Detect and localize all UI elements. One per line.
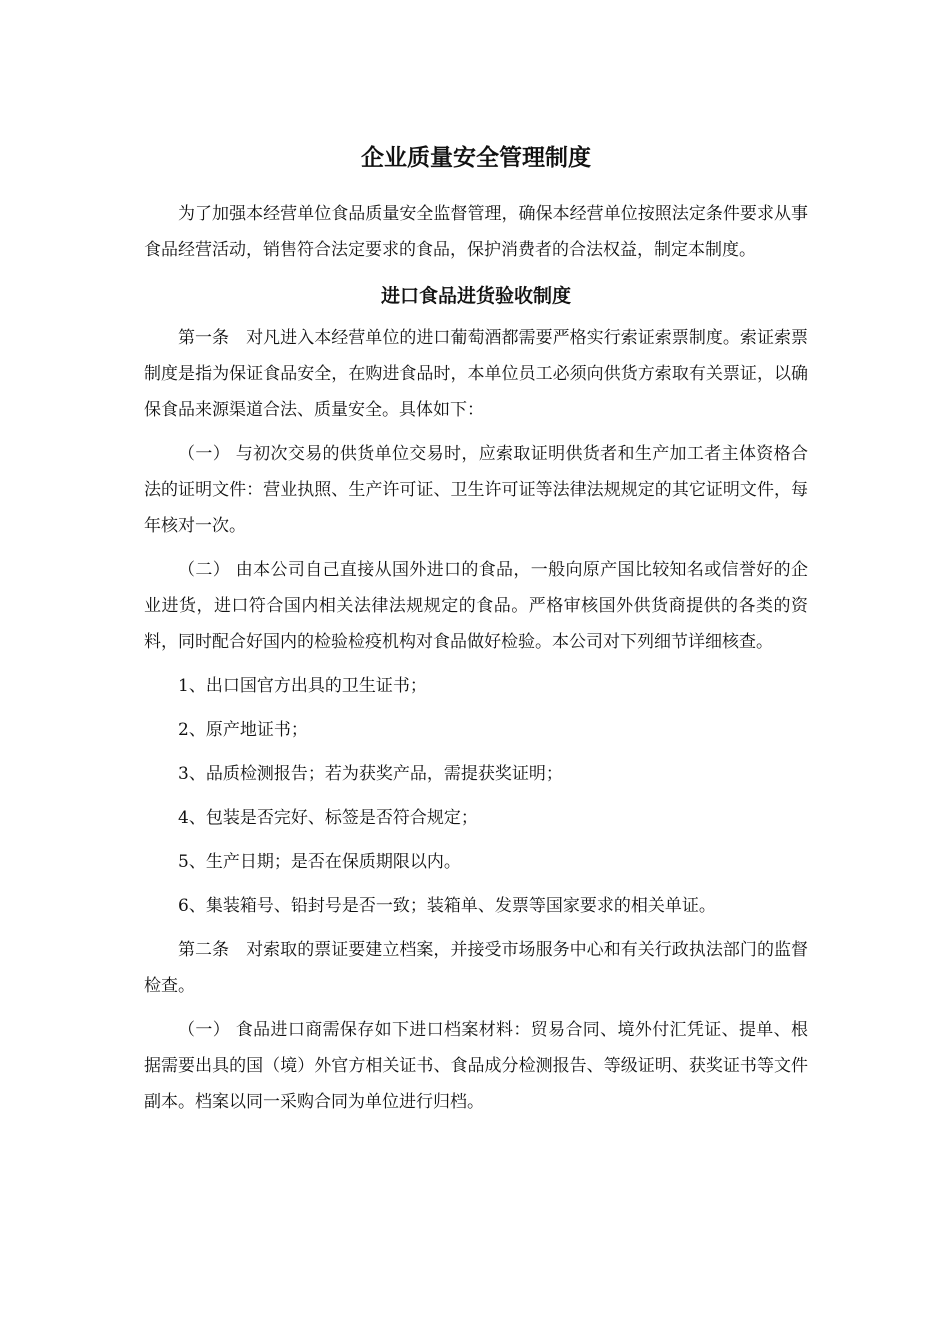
intro-paragraph: 为了加强本经营单位食品质量安全监督管理，确保本经营单位按照法定条件要求从事食品经营活动，销售符合法定要求的食品，保护消费者的合法权益，制定本制度。 <box>144 204 808 260</box>
article-2-clause-1: （一） 食品进口商需保存如下进口档案材料：贸易合同、境外付汇凭证、提单、根据需要出具的国（境）外官方相关证书、食品成分检测报告、等级证明、获奖证书等文件副本。档案以同一采购合同为单位进行归档。 <box>144 1020 808 1112</box>
list-item: 5、生产日期；是否在保质期限以内。 <box>178 852 461 872</box>
list-item: 6、集装箱号、铅封号是否一致；装箱单、发票等国家要求的相关单证。 <box>178 896 716 916</box>
list-item: 1、出口国官方出具的卫生证书； <box>178 676 427 696</box>
document-title: 企业质量安全管理制度 <box>361 144 591 171</box>
article-1-clause-2: （二） 由本公司自己直接从国外进口的食品，一般向原产国比较知名或信誉好的企业进货，进口符合国内相关法律法规规定的食品。严格审核国外供货商提供的各类的资料，同时配合好国内的检验检疫机构对食品做好检验。本公司对下列细节详细核查。 <box>144 560 808 652</box>
list-item: 2、原产地证书； <box>178 720 308 740</box>
article-2: 第二条 对索取的票证要建立档案，并接受市场服务中心和有关行政执法部门的监督检查。 <box>144 940 808 996</box>
list-item: 3、品质检测报告；若为获奖产品，需提获奖证明； <box>178 764 563 784</box>
article-1: 第一条 对凡进入本经营单位的进口葡萄酒都需要严格实行索证索票制度。索证索票制度是指为保证食品安全，在购进食品时，本单位员工必须向供货方索取有关票证，以确保食品来源渠道合法、质量安全。具体如下： <box>144 328 808 420</box>
list-item: 4、包装是否完好、标签是否符合规定； <box>178 808 478 828</box>
section-title: 进口食品进货验收制度 <box>380 285 571 307</box>
document-page <box>144 138 808 1120</box>
article-1-clause-1: （一） 与初次交易的供货单位交易时，应索取证明供货者和生产加工者主体资格合法的证明文件：营业执照、生产许可证、卫生许可证等法律法规规定的其它证明文件，每年核对一次。 <box>144 444 808 536</box>
